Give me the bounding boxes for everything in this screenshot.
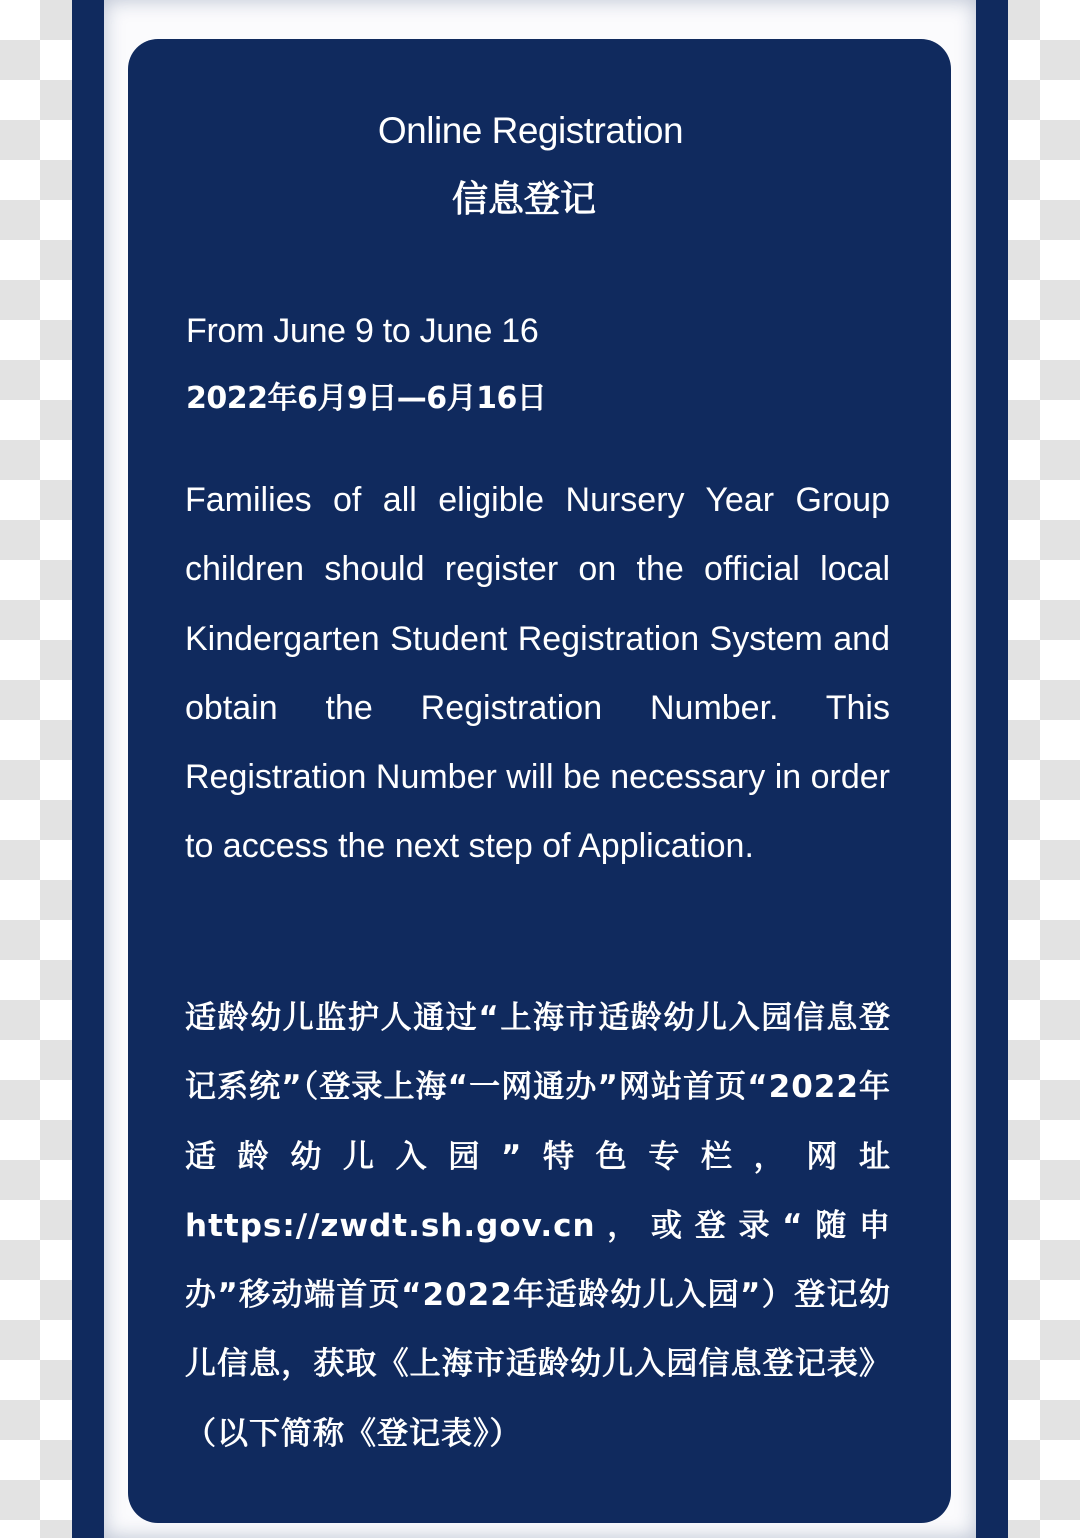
registration-description-zh: 适龄幼儿监护人通过“上海市适龄幼儿入园信息登记系统”（登录上海“一网通办”网站首页“2022年适龄幼儿入园”特色专栏，网址https://zwdt.sh.gov.cn，或登录“随申办”移动端首页“2022年适龄幼儿入园”）登记幼儿信息，获取《上海市适龄幼儿入园信息登记表》（以下简称《登记表》） [185, 1000, 891, 1452]
registration-card [128, 39, 951, 1523]
section-title-zh: 信息登记 [451, 179, 596, 220]
registration-description-en: Families of all eligible Nursery Year Group children should register on the official local Kindergarten Student Registration System and obtain the Registration Number. This Registration Number will be necessary in order to access the next step of Application. [185, 481, 890, 866]
date-range-en: From June 9 to June 16 [186, 312, 539, 350]
date-range-zh: 2022年6月9日—6月16日 [186, 381, 547, 416]
section-title-en: Online Registration [377, 110, 684, 151]
